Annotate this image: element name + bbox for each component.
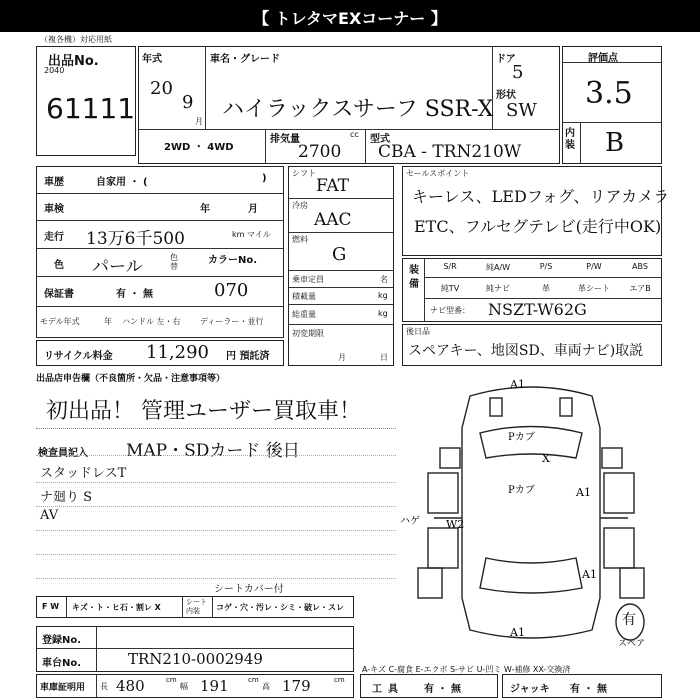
height-unit: cm — [334, 676, 345, 684]
year-label: 年式 — [142, 54, 162, 65]
equipment-option: S/R — [443, 262, 457, 271]
car-diagram — [400, 378, 662, 648]
warranty-value: 有 ・ 無 — [116, 289, 153, 300]
model-type-label: 型式 — [370, 134, 390, 145]
inspector-note-3: AV — [40, 508, 59, 523]
diagram-spare: 有 — [622, 612, 636, 628]
equipment-option: 純TV — [440, 284, 460, 293]
inspection-year: 年 — [200, 204, 210, 215]
diagram-mark-6: A1 — [582, 568, 597, 581]
inspector-note-2: ナ廻り S — [40, 490, 93, 505]
year-month: 9 — [182, 92, 194, 113]
accessories-value: スペアキー、地図SD、車両ナビ)取説 — [408, 343, 644, 359]
diagram-mark-2: X — [542, 452, 550, 465]
store-report-value: 初出品！ 管理ユーザー買取車！ — [46, 399, 361, 424]
diagram-mark-4: A1 — [576, 486, 591, 499]
diagram-spare-label: スペア — [618, 639, 646, 648]
length-value: 480 — [116, 677, 145, 695]
width-label: 幅 — [180, 682, 188, 691]
color-label: 色 — [54, 260, 64, 271]
history-options: 自家用 ・ ( — [96, 177, 148, 188]
seat-note: シートカバー付 — [214, 584, 284, 595]
fw-value: キズ・ト・ヒ石・割レ X — [72, 603, 161, 612]
tools-label: 工具 — [372, 684, 404, 695]
height-label: 高 — [262, 682, 270, 691]
recycle-value: 11,290 — [146, 342, 209, 363]
doors-label: ドア — [496, 54, 516, 65]
model-type-value: CBA - TRN210W — [378, 142, 522, 162]
load-unit: kg — [378, 291, 388, 300]
score-value: 3.5 — [585, 76, 633, 111]
accessories-label: 後日品 — [406, 327, 430, 336]
lot-sub: 2040 — [44, 66, 65, 75]
seat-value: コゲ・穴・汚レ・シミ・破レ・スレ — [216, 603, 344, 612]
diagram-side-note: ハゲ — [400, 516, 420, 527]
first-reg-month: 月 — [338, 353, 346, 362]
width-value: 191 — [200, 677, 229, 695]
load-label: 積載量 — [292, 292, 316, 301]
capacity-label: 乗車定員 — [292, 275, 324, 284]
displacement-label: 排気量 — [270, 134, 300, 145]
equipment-option: エアB — [629, 284, 651, 293]
drive-label: 2WD ・ 4WD — [164, 142, 234, 153]
fw-label: F W — [42, 602, 60, 611]
equipment-option: P/W — [586, 262, 602, 271]
navi-value: NSZT-W62G — [488, 300, 587, 319]
weight-unit: kg — [378, 309, 388, 318]
handle-label: ハンドル 左・右 — [122, 317, 181, 326]
length-unit: cm — [166, 676, 177, 684]
aircon-label: 冷房 — [292, 201, 308, 210]
jack-value: 有 ・ 無 — [570, 684, 607, 695]
weight-label: 総重量 — [292, 310, 316, 319]
seat-label: シート 内装 — [186, 598, 207, 615]
shape-label: 形状 — [496, 90, 516, 101]
shape-value: SW — [506, 100, 537, 121]
certificate-label: 車庫証明用 — [40, 683, 86, 693]
color-change: 色替 — [170, 253, 178, 271]
banner-title: 【 トレタマEXコーナー 】 — [253, 9, 447, 28]
doors-value: 5 — [512, 62, 524, 83]
inspection-label: 車検 — [44, 204, 64, 215]
inspector-note-1: スタッドレスT — [40, 466, 127, 481]
color-value: パール — [92, 257, 143, 277]
diagram-mark-1: Pカブ — [508, 432, 535, 443]
sales-line2: ETC、フルセグテレビ(走行中OK) — [414, 217, 662, 236]
fuel-value: G — [332, 244, 347, 265]
interior-label: 内装 — [565, 128, 575, 151]
lot-value: 61111 — [46, 92, 136, 125]
recycle-unit: 円 預託済 — [226, 351, 270, 362]
equipment-option: 革 — [542, 284, 550, 293]
diagram-mark-5: W2 — [446, 518, 465, 531]
shift-label: シフト — [292, 169, 316, 178]
car-name-value: ハイラックスサーフ SSR-X — [222, 97, 494, 122]
equipment-option: ABS — [632, 262, 648, 271]
interior-value: B — [605, 128, 625, 158]
equipment-option: 革シート — [578, 284, 610, 293]
fuel-label: 燃料 — [292, 235, 308, 244]
sales-line1: キーレス、LEDフォグ、リアカメラ — [412, 187, 670, 206]
shift-value: FAT — [316, 176, 350, 196]
height-value: 179 — [282, 677, 311, 695]
color-no-value: 070 — [214, 280, 249, 301]
history-label: 車歴 — [44, 177, 64, 188]
diagram-mark-0: A1 — [510, 378, 525, 391]
inspector-label: 検査員記入 — [38, 448, 88, 459]
warranty-label: 保証書 — [44, 289, 74, 300]
registration-label: 登録No. — [42, 635, 82, 646]
diagram-mark-7: A1 — [510, 626, 525, 639]
chassis-value: TRN210-0002949 — [128, 650, 263, 668]
capacity-unit: 名 — [380, 275, 388, 284]
equipment-label: 装備 — [409, 265, 419, 290]
displacement-unit: cc — [350, 130, 359, 139]
sales-box — [402, 166, 662, 256]
model-year-label: モデル年式 — [40, 317, 80, 326]
history-close: ) — [262, 173, 267, 184]
year-era: 20 — [150, 78, 173, 99]
diagram-mark-3: Pカブ — [508, 485, 535, 496]
tools-value: 有 ・ 無 — [424, 684, 461, 695]
lot-label: 出品No. — [48, 54, 99, 69]
recycle-label: リサイクル料金 — [44, 351, 113, 362]
car-name-label: 車名・グレード — [210, 54, 280, 65]
aircon-value: AAC — [314, 210, 352, 230]
first-reg-day: 日 — [380, 353, 388, 362]
mileage-label: 走行 — [44, 232, 64, 243]
jack-label: ジャッキ — [510, 684, 550, 695]
score-label: 評価点 — [588, 53, 618, 64]
width-unit: cm — [248, 676, 259, 684]
year-unit: 月 — [195, 117, 203, 126]
equipment-option: 純A/W — [485, 263, 511, 272]
mileage-unit: km マイル — [232, 230, 271, 239]
inspection-month: 月 — [248, 204, 258, 215]
model-year-unit: 年 — [104, 317, 112, 326]
chassis-label: 車台No. — [42, 658, 82, 669]
first-reg-label: 初変期限 — [292, 329, 324, 338]
store-report-label: 出品店申告欄（不良箇所・欠品・注意事項等） — [36, 374, 226, 384]
equipment-option: P/S — [539, 262, 553, 271]
length-label: 長 — [100, 682, 108, 691]
inspector-value: MAP・SDカード 後日 — [126, 441, 300, 461]
navi-label: ナビ型番： — [430, 306, 470, 315]
mileage-value: 13万6千500 — [86, 229, 185, 249]
color-no-label: カラーNo. — [208, 255, 258, 266]
header-note: （複各機）対応用紙 — [40, 35, 112, 44]
equipment-option: 純ナビ — [486, 284, 510, 293]
displacement-value: 2700 — [298, 142, 342, 162]
dealer-label: ディーラー・並行 — [200, 317, 264, 326]
legend: A-キズ C-腐食 E-エクボ S-サビ U-凹ミ W-補修 XX-交換済 — [362, 665, 571, 674]
sales-label: セールスポイント — [406, 169, 470, 178]
